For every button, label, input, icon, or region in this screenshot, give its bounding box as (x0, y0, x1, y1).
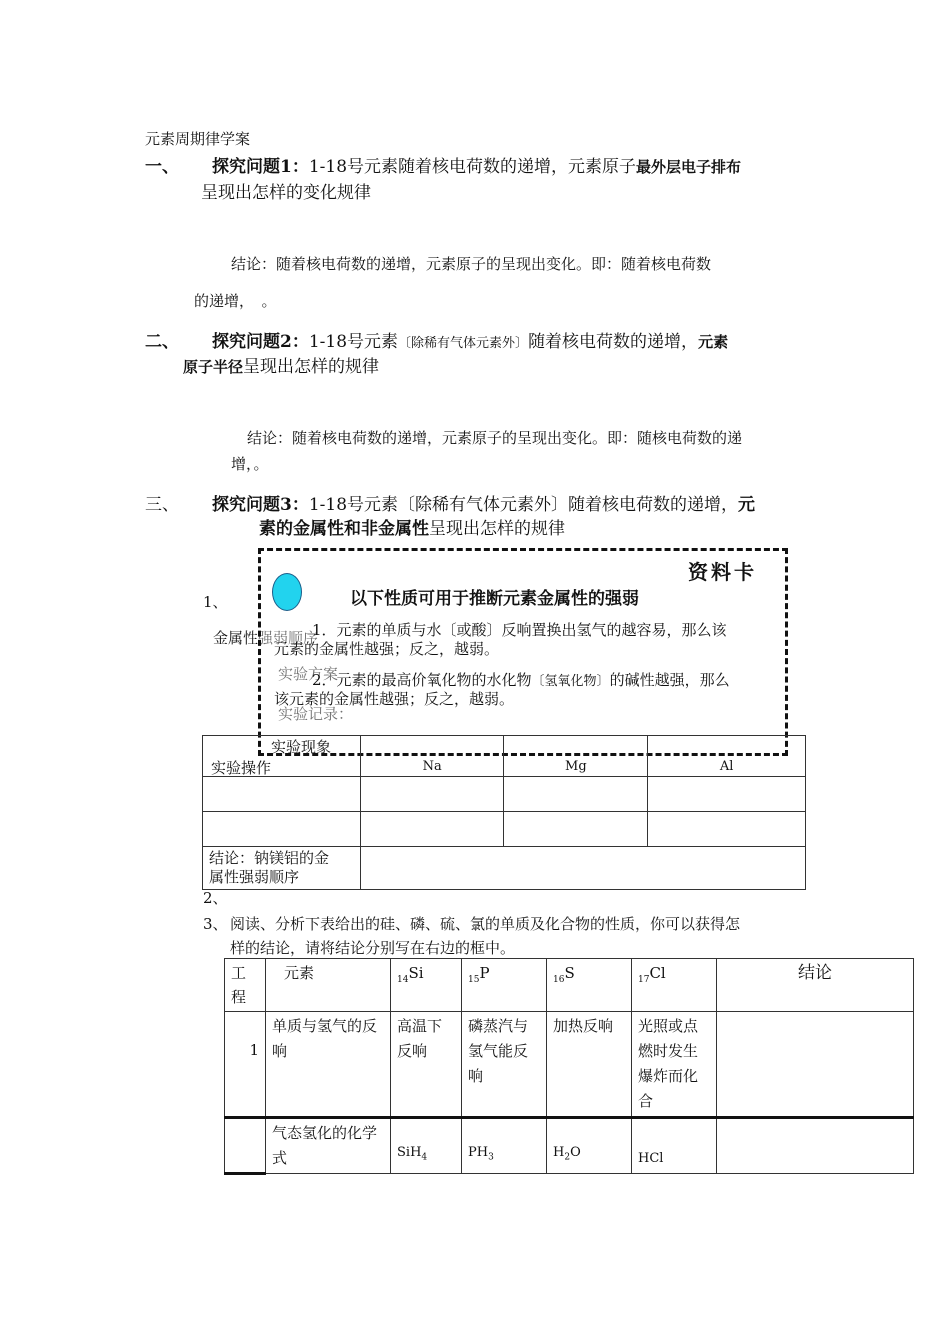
info-card-item2-paren: 〔氢氧化物〕 (531, 674, 610, 689)
q2-text3: 呈现出怎样的规律 (243, 357, 380, 377)
q1-conclusion-2: 的递增， 。 (194, 292, 277, 310)
header-item-2: 程 (231, 988, 247, 1006)
q2-text2: 随着核电荷数的递增， (528, 332, 699, 352)
section1-number: 1、 (203, 593, 228, 611)
row1-p: 磷蒸汽与氢气能反响 (462, 1012, 547, 1118)
q3-line1 (212, 490, 755, 515)
row1-property: 单质与氢气的反响 (266, 1012, 391, 1118)
s-number: 16 (553, 975, 565, 985)
q1-conclusion-1: 结论：随着核电荷数的递增，元素原子的呈现出变化。即：随着核电荷数 (231, 255, 712, 273)
info-card-item2-b: 的碱性越强，那么 (609, 671, 730, 689)
header-cell (203, 736, 361, 777)
row1-conclusion (717, 1012, 914, 1118)
p-number: 15 (468, 975, 480, 985)
header-operation: 实验操作 (211, 759, 272, 777)
table-row (203, 847, 806, 890)
cell (203, 812, 361, 847)
cl-number: 17 (638, 975, 650, 985)
conclusion-label-1: 结论：钠镁铝的金 (209, 849, 330, 867)
info-card-heading: 以下性质可用于推断元素金属性的强弱 (350, 589, 639, 609)
row2-s (547, 1118, 632, 1174)
conclusion-label-2: 属性强弱顺序 (209, 868, 300, 886)
q3-line2 (259, 514, 565, 539)
q3-number: 三、 (145, 495, 179, 515)
properties-table (224, 958, 914, 1175)
row2-p (462, 1118, 547, 1174)
header-na: Na (360, 736, 504, 777)
row2-number (225, 1118, 266, 1174)
cell (360, 777, 504, 812)
table-row (203, 812, 806, 847)
ellipse-icon (272, 573, 302, 611)
row1-number: 1 (225, 1012, 266, 1118)
section3-text2: 样的结论，请将结论分别写在右边的框中。 (230, 939, 516, 957)
section1-record: 实验记录： (278, 705, 354, 723)
row2-s-b: 2 (564, 1153, 571, 1163)
header-item-1: 工 (231, 964, 247, 982)
q1-line1 (212, 152, 741, 177)
cl-symbol: Cl (649, 964, 666, 982)
p-symbol: P (479, 964, 490, 982)
row2-property: 气态氢化的化学式 (266, 1118, 391, 1174)
q3-emph2: 素的金属性和非金属性 (259, 519, 429, 539)
row2-p-b: 3 (488, 1153, 494, 1163)
info-card-item2-c: 该元素的金属性越强；反之，越弱。 (274, 690, 515, 708)
table-row (225, 1012, 914, 1118)
q3-text2: 呈现出怎样的规律 (429, 519, 565, 539)
experiment-table (202, 735, 806, 890)
q2-conclusion-1: 结论：随着核电荷数的递增，元素原子的呈现出变化。即：随核电荷数的递 (247, 429, 743, 447)
row2-s-a: H (553, 1145, 565, 1161)
table-row (225, 959, 914, 1012)
info-card-item1-a: 1．元素的单质与水〔或酸〕反响置换出氢气的越容易，那么该 (312, 621, 727, 639)
q1-number: 一、 (145, 157, 179, 177)
q3-text1: 1-18号元素〔除稀有气体元素外〕随着核电荷数的递增， (308, 495, 739, 515)
section1-plan: 实验方案 (278, 665, 339, 683)
info-card-item1-b: 元素的金属性越强；反之，越弱。 (274, 640, 500, 658)
table-row (203, 736, 806, 777)
q2-text1: 1-18号元素 (308, 332, 399, 352)
row1-s: 加热反响 (547, 1012, 632, 1118)
row2-s-c: O (570, 1145, 581, 1161)
header-si (391, 959, 462, 1012)
q2-emph2: 原子半径 (183, 358, 244, 376)
q2-number: 二、 (145, 332, 179, 352)
q2-line1 (212, 327, 728, 352)
q2-conclusion-2: 增，。 (231, 455, 269, 473)
q1-lead: 探究问题1： (212, 157, 309, 177)
row2-si (391, 1118, 462, 1174)
row1-si: 高温下反响 (391, 1012, 462, 1118)
conclusion-answer-cell (360, 847, 805, 890)
info-card-item2-a-text: 2．元素的最高价氧化物的水化物 (312, 671, 532, 689)
section3-number: 3、 (203, 915, 228, 933)
page-title: 元素周期律学案 (145, 130, 251, 148)
s-symbol: S (564, 964, 575, 982)
row2-si-b: 4 (421, 1153, 428, 1163)
header-s (547, 959, 632, 1012)
q2-line2 (183, 352, 379, 377)
cell (203, 777, 361, 812)
cell (504, 777, 648, 812)
cell (504, 812, 648, 847)
q3-emph1: 元 (738, 495, 756, 515)
header-p (462, 959, 547, 1012)
cell (648, 812, 806, 847)
section3-text1: 阅读、分析下表给出的硅、磷、硫、氯的单质及化合物的性质，你可以获得怎 (230, 915, 741, 933)
section2-number: 2、 (203, 889, 228, 907)
header-cl (632, 959, 717, 1012)
info-card-title: 资料卡 (688, 560, 757, 584)
header-element: 元素 (266, 959, 391, 1012)
cell (360, 812, 504, 847)
header-mg: Mg (504, 736, 648, 777)
row2-cl: HCl (632, 1118, 717, 1174)
row2-conclusion (717, 1118, 914, 1174)
table-row (225, 1118, 914, 1174)
q1-emph: 最外层电子排布 (636, 158, 742, 176)
row2-si-a: SiH (397, 1145, 422, 1161)
q1-text2: 呈现出怎样的变化规律 (201, 183, 371, 203)
header-conclusion: 结论 (717, 959, 914, 1012)
q2-paren: 〔除稀有气体元素外〕 (398, 336, 529, 351)
conclusion-label-cell (203, 847, 361, 890)
header-al: Al (648, 736, 806, 777)
header-phenomenon: 实验现象 (271, 738, 332, 756)
section1-label: 金属性强弱顺序 (213, 629, 319, 647)
header-item (225, 959, 266, 1012)
q1-text1: 1-18号元素随着核电荷数的递增，元素原子 (308, 157, 637, 177)
info-card-item2-a (312, 669, 730, 690)
si-symbol: Si (408, 964, 424, 982)
q2-lead: 探究问题2： (212, 332, 309, 352)
q3-lead: 探究问题3： (212, 495, 309, 515)
table-row (203, 777, 806, 812)
row1-cl: 光照或点燃时发生爆炸而化合 (632, 1012, 717, 1118)
cell (648, 777, 806, 812)
row2-p-a: PH (468, 1145, 489, 1161)
si-number: 14 (397, 975, 409, 985)
q2-emph1: 元素 (698, 333, 729, 351)
